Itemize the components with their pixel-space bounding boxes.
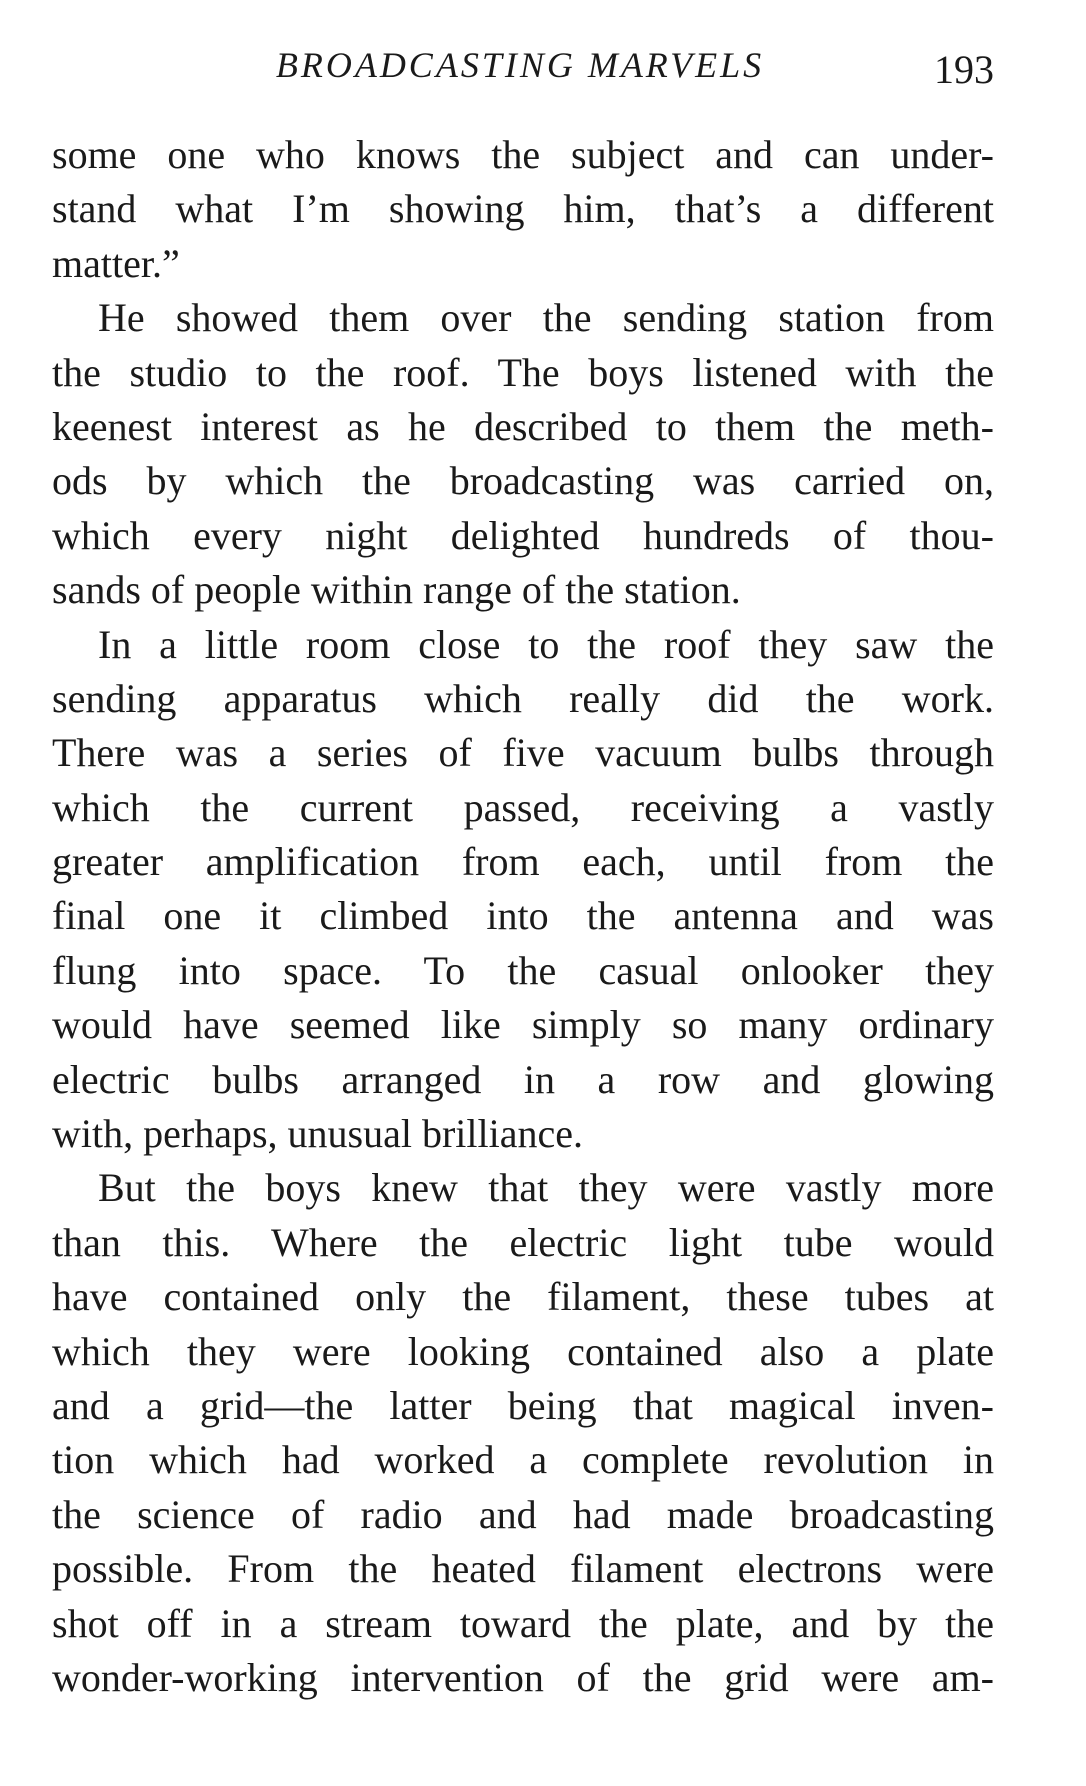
text-line: matter.” — [52, 240, 180, 286]
paragraph — [52, 128, 994, 291]
text-line: greater amplification from each, until from the — [52, 839, 994, 885]
text-line: possible. From the heated filament electrons were — [52, 1546, 994, 1592]
text-line: would have seemed like simply so many ordinary — [52, 1002, 994, 1048]
text-line: But the boys knew that they were vastly more — [98, 1165, 994, 1211]
text-line: There was a series of five vacuum bulbs through — [52, 730, 994, 776]
text-line: which they were looking contained also a plate — [52, 1328, 994, 1374]
text-line: the studio to the roof. The boys listened with the — [52, 349, 994, 395]
text-line: ods by which the broadcasting was carried on, — [52, 458, 994, 504]
text-line: the science of radio and had made broadcasting — [52, 1491, 994, 1537]
running-head — [0, 38, 1086, 98]
text-line: wonder-working intervention of the grid were am- — [52, 1654, 994, 1700]
page-number: 193 — [934, 47, 994, 92]
text-line: and a grid—the latter being that magical inven- — [52, 1382, 994, 1428]
paragraph — [52, 618, 994, 1162]
text-line: keenest interest as he described to them the meth- — [52, 403, 994, 449]
text-line: stand what I’m showing him, that’s a different — [52, 186, 994, 232]
text-line: sands of people within range of the station. — [52, 567, 741, 613]
text-line: some one who knows the subject and can under- — [52, 132, 994, 177]
text-line: sending apparatus which really did the work. — [52, 675, 994, 721]
running-title: BROADCASTING MARVELS — [275, 45, 765, 85]
text-line: which every night delighted hundreds of thou- — [52, 512, 994, 558]
text-line: tion which had worked a complete revolution in — [52, 1437, 994, 1483]
paragraph — [52, 1161, 994, 1705]
text-line: He showed them over the sending station from — [98, 295, 994, 341]
text-line: flung into space. To the casual onlooker they — [52, 947, 994, 993]
body-text — [52, 128, 994, 1705]
text-line: have contained only the filament, these tubes at — [52, 1274, 994, 1320]
text-line: final one it climbed into the antenna and was — [52, 893, 994, 939]
text-line: shot off in a stream toward the plate, and by the — [52, 1600, 994, 1646]
text-line: than this. Where the electric light tube would — [52, 1219, 994, 1265]
text-line: with, perhaps, unusual brilliance. — [52, 1111, 583, 1157]
text-line: which the current passed, receiving a vastly — [52, 784, 994, 830]
text-line: In a little room close to the roof they saw the — [98, 621, 994, 667]
paragraph — [52, 291, 994, 617]
text-line: electric bulbs arranged in a row and glowing — [52, 1056, 994, 1102]
